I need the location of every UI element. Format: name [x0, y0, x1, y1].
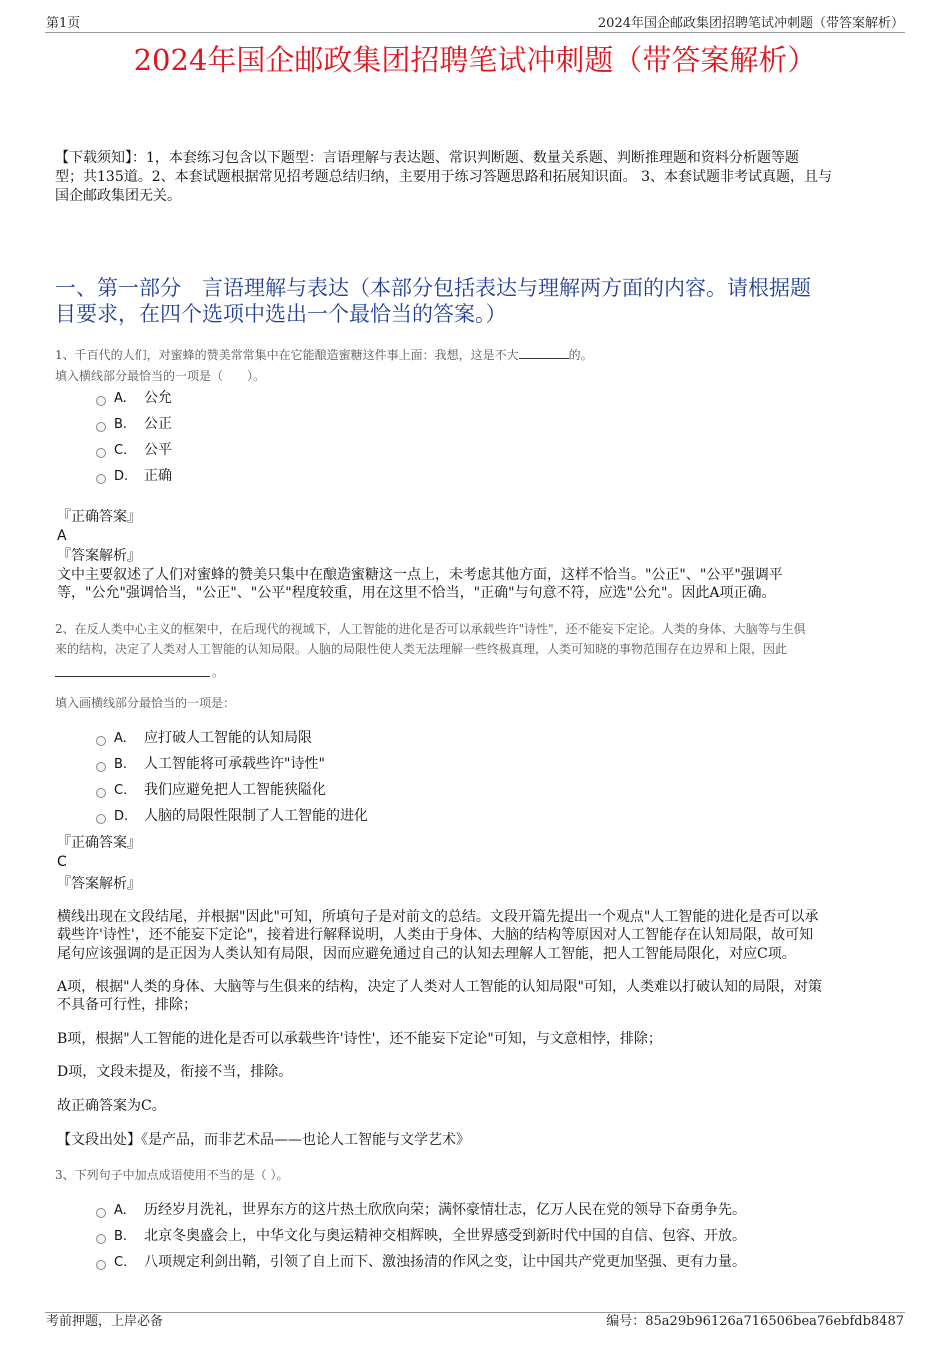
question-1-option-b[interactable]: B. 公正 [96, 416, 172, 432]
notice-line: 国企邮政集团无关。 [55, 188, 181, 204]
document-id: 编号：85a29b96126a716506bea76ebfdb8487 [606, 1314, 904, 1329]
question-3-option-a[interactable]: A. 历经岁月洗礼，世界东方的这片热土欣欣向荣；满怀豪情壮志，亿万人民在党的领导下奋勇争先。 [96, 1202, 746, 1218]
analysis-text: 尾句应该强调的是正因为人类认知有局限，因而应避免通过自己的认知去理解人工智能，把人工智能局限化，对应C项。 [57, 946, 796, 962]
section-heading: 目要求，在四个选项中选出一个最恰当的答案。） [55, 302, 507, 326]
analysis-label: 『答案解析』 [57, 548, 141, 564]
radio-icon[interactable] [96, 1234, 106, 1244]
radio-icon[interactable] [96, 788, 106, 798]
source-text: 【文段出处】《是产品，而非艺术品——也论人工智能与文学艺术》 [57, 1132, 470, 1148]
analysis-text: 文中主要叙述了人们对蜜蜂的赞美只集中在酿造蜜糖这一点上，未考虑其他方面，这样不恰当。"公正"、"公平"强调平 [57, 567, 783, 583]
radio-icon[interactable] [96, 1260, 106, 1270]
notice-line: 型；共135道。2、本套试题根据常见招考题总结归纳，主要用于练习答题思路和拓展知识面。 3、本套试题非考试真题，且与 [55, 169, 832, 185]
question-3-option-b[interactable]: B. 北京冬奥盛会上，中华文化与奥运精神交相辉映，全世界感受到新时代中国的自信、包容、开放。 [96, 1228, 746, 1244]
section-heading: 一、第一部分 言语理解与表达（本部分包括表达与理解两方面的内容。请根据题 [55, 276, 811, 300]
question-1-option-c[interactable]: C. 公平 [96, 442, 172, 458]
question-1-prompt: 填入横线部分最恰当的一项是（ ）。 [55, 369, 266, 383]
correct-answer: C [57, 854, 67, 870]
page-number: 第1页 [46, 16, 81, 31]
analysis-text: 等，"公允"强调恰当，"公正"、"公平"程度较重，用在这里不恰当，"正确"与句意不符，应选"公允"。因此A项正确。 [57, 585, 776, 601]
radio-icon[interactable] [96, 474, 106, 484]
question-2-option-b[interactable]: B. 人工智能将可承载些许"诗性" [96, 756, 325, 772]
answer-label: 『正确答案』 [57, 509, 141, 525]
analysis-text: B项，根据"人工智能的进化是否可以承载些许'诗性'，还不能妄下定论"可知，与文意相悖，排除； [57, 1031, 662, 1047]
footer-left: 考前押题，上岸必备 [46, 1314, 164, 1329]
question-3-option-c[interactable]: C. 八项规定利剑出鞘，引领了自上而下、激浊扬清的作风之变，让中国共产党更加坚强、更有力量。 [96, 1254, 746, 1270]
header-divider [45, 32, 905, 33]
radio-icon[interactable] [96, 396, 106, 406]
correct-answer: A [57, 528, 67, 544]
question-1-stem: 1、千百代的人们，对蜜蜂的赞美常常集中在它能酿造蜜糖这件事上面：我想，这是不大 的。 [55, 348, 593, 362]
question-2-stem: 来的结构，决定了人类对人工智能的认知局限。人脑的局限性使人类无法理解一些终极真理，人类可知晓的事物范围存在边界和上限，因此 [55, 642, 788, 656]
analysis-label: 『答案解析』 [57, 876, 141, 892]
answer-label: 『正确答案』 [57, 835, 141, 851]
answer-blank [55, 676, 210, 677]
answer-blank [519, 349, 569, 359]
radio-icon[interactable] [96, 736, 106, 746]
footer-divider [45, 1312, 905, 1313]
question-2-option-d[interactable]: D. 人脑的局限性限制了人工智能的进化 [96, 808, 368, 824]
question-1-option-d[interactable]: D. 正确 [96, 468, 172, 484]
analysis-text: 不具备可行性，排除； [57, 997, 197, 1013]
question-2-prompt: 填入画横线部分最恰当的一项是： [55, 696, 236, 710]
analysis-text: 横线出现在文段结尾，并根据"因此"可知，所填句子是对前文的总结。文段开篇先提出一个观点"人工智能的进化是否可以承 [57, 909, 819, 925]
question-1-option-a[interactable]: A. 公允 [96, 390, 172, 406]
analysis-text: A项，根据"人类的身体、大脑等与生俱来的结构，决定了人类对人工智能的认知局限"可知，人类难以打破认知的局限，对策 [57, 979, 822, 995]
notice-line: 【下载须知】：1，本套练习包含以下题型：言语理解与表达题、常识判断题、数量关系题、判断推理题和资料分析题等题 [55, 150, 799, 166]
question-3-stem: 3、下列句子中加点成语使用不当的是（ ）。 [55, 1168, 289, 1182]
header-title: 2024年国企邮政集团招聘笔试冲刺题（带答案解析） [597, 16, 904, 31]
analysis-text: 故正确答案为C。 [57, 1098, 166, 1114]
question-2-option-a[interactable]: A. 应打破人工智能的认知局限 [96, 730, 312, 746]
radio-icon[interactable] [96, 814, 106, 824]
page-title: 2024年国企邮政集团招聘笔试冲刺题（带答案解析） [133, 43, 817, 77]
radio-icon[interactable] [96, 762, 106, 772]
question-2-stem: 2、在反人类中心主义的框架中，在后现代的视域下，人工智能的进化是否可以承载些许"诗性"，还不能妄下定论。人类的身体、大脑等与生俱 [55, 622, 806, 636]
radio-icon[interactable] [96, 422, 106, 432]
question-2-option-c[interactable]: C. 我们应避免把人工智能狭隘化 [96, 782, 326, 798]
radio-icon[interactable] [96, 1208, 106, 1218]
radio-icon[interactable] [96, 448, 106, 458]
analysis-text: D项，文段未提及，衔接不当，排除。 [57, 1064, 293, 1080]
stem-end: 。 [212, 665, 225, 679]
analysis-text: 载些许'诗性'，还不能妄下定论"，接着进行解释说明，人类由于身体、大脑的结构等原因对人工智能存在认知局限，故可知 [57, 927, 814, 943]
